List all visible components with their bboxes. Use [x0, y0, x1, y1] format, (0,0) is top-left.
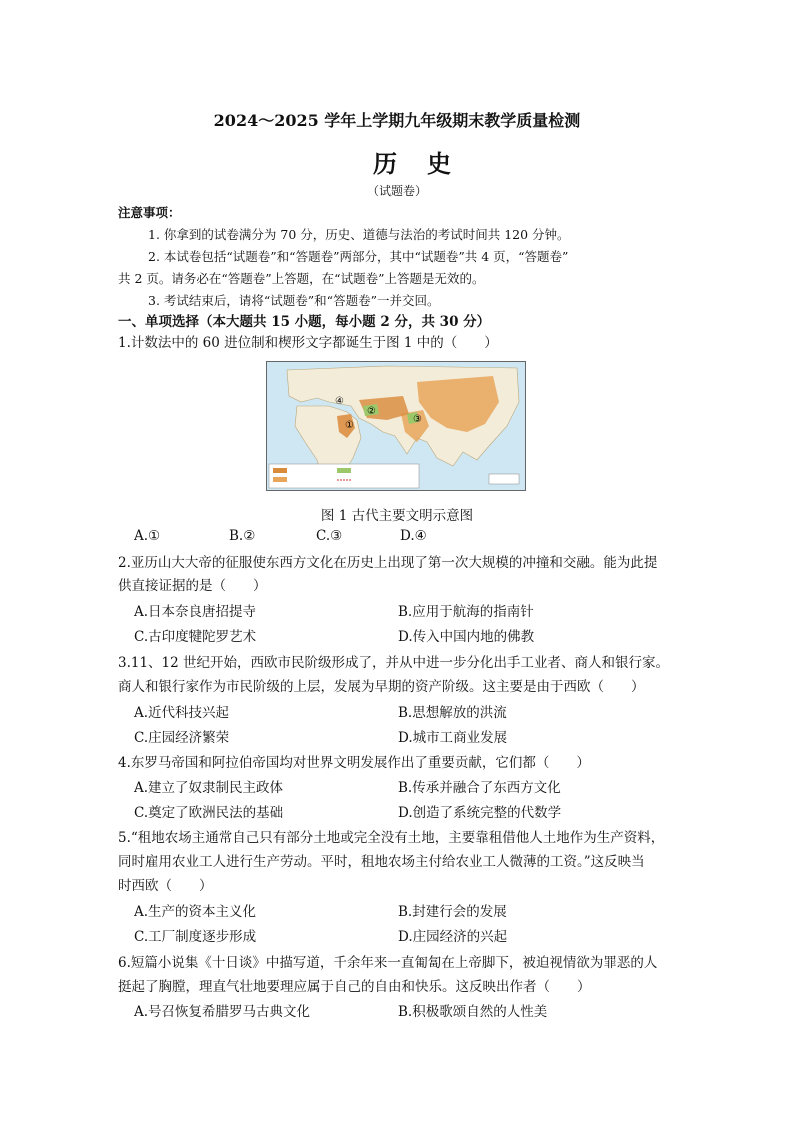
q6-option-b[interactable]: B.积极歌颂自然的人性美	[398, 1004, 548, 1020]
q1-option-d[interactable]: D.④	[400, 528, 427, 544]
notice-line-2: 2. 本试卷包括“试题卷”和“答题卷”两部分，其中“试题卷”共 4 页，“答题卷”	[148, 249, 569, 264]
notice-line-4: 3. 考试结束后，请将“试题卷”和“答题卷”一并交回。	[148, 293, 440, 308]
q6-option-a[interactable]: A.号召恢复希腊罗马古典文化	[134, 1004, 311, 1020]
exam-title: 2024～2025 学年上学期九年级期末教学质量检测	[213, 111, 581, 130]
question-5-stem-1: 5.“租地农场主通常自己只有部分土地或完全没有土地，主要靠租借他人土地作为生产资料，	[118, 830, 665, 846]
q4-option-a[interactable]: A.建立了奴隶制民主政体	[134, 780, 284, 796]
question-2-stem-1: 2.亚历山大大帝的征服使东西方文化在历史上出现了第一次大规模的冲撞和交融。能为此提	[118, 555, 658, 571]
notice-line-3: 共 2 页。请务必在“答题卷”上答题，在“试题卷”上答题是无效的。	[118, 271, 485, 286]
paper-type: （试题卷）	[366, 184, 427, 198]
civilization-map	[266, 361, 526, 491]
q4-option-b[interactable]: B.传承并融合了东西方文化	[398, 780, 561, 796]
question-2-stem-2: 供直接证据的是（ ）	[118, 578, 267, 594]
q3-option-b[interactable]: B.思想解放的洪流	[398, 705, 507, 721]
question-3-stem-2: 商人和银行家作为市民阶级的上层，发展为早期的资产阶级。这主要是由于西欧（ ）	[118, 679, 645, 695]
q3-option-c[interactable]: C.庄园经济繁荣	[134, 730, 230, 746]
map-marker-4: ④	[335, 396, 344, 407]
question-1-stem: 1.计数法中的 60 进位制和楔形文字都诞生于图 1 中的（ ）	[118, 335, 498, 351]
subject-title: 历史	[373, 149, 481, 178]
question-6-stem-1: 6.短篇小说集《十日谈》中描写道，千余年来一直匍匐在上帝脚下，被迫视情欲为罪恶的人	[118, 955, 658, 971]
q2-option-a[interactable]: A.日本奈良唐招提寺	[134, 604, 257, 620]
map-legend-swatch-1	[273, 468, 287, 473]
q1-option-c[interactable]: C.③	[316, 528, 343, 544]
map-marker-3: ③	[413, 414, 422, 425]
map-legend	[269, 464, 419, 488]
q4-option-d[interactable]: D.创造了系统完整的代数学	[398, 805, 562, 821]
question-3-stem-1: 3.11、12 世纪开始，西欧市民阶级形成了，并从中进一步分化出手工业者、商人和银行家。	[118, 655, 670, 671]
map-marker-1: ①	[345, 420, 354, 431]
q2-option-c[interactable]: C.古印度犍陀罗艺术	[134, 629, 257, 645]
q5-option-d[interactable]: D.庄园经济的兴起	[398, 929, 508, 945]
map-legend-swatch-2	[273, 477, 287, 482]
notice-heading: 注意事项：	[118, 205, 181, 220]
q3-option-a[interactable]: A.近代科技兴起	[134, 705, 230, 721]
q2-option-b[interactable]: B.应用于航海的指南针	[398, 604, 534, 620]
q1-option-b[interactable]: B.②	[229, 528, 256, 544]
question-6-stem-2: 挺起了胸膛，理直气壮地要理应属于自己的自由和快乐。这反映出作者（ ）	[118, 979, 591, 995]
map-marker-2: ②	[367, 406, 376, 417]
section-heading: 一、单项选择（本大题共 15 小题，每小题 2 分，共 30 分）	[118, 314, 491, 330]
map-graphic	[267, 362, 525, 490]
q3-option-d[interactable]: D.城市工商业发展	[398, 730, 508, 746]
q5-option-c[interactable]: C.工厂制度逐步形成	[134, 929, 257, 945]
q1-option-a[interactable]: A.①	[134, 528, 161, 544]
question-4-stem: 4.东罗马帝国和阿拉伯帝国均对世界文明发展作出了重要贡献，它们都（ ）	[118, 755, 590, 771]
question-5-stem-3: 时西欧（ ）	[118, 878, 213, 894]
q5-option-a[interactable]: A.生产的资本主义化	[134, 904, 257, 920]
q4-option-c[interactable]: C.奠定了欧洲民法的基础	[134, 805, 284, 821]
figure-caption: 图 1 古代主要文明示意图	[320, 508, 474, 524]
q2-option-d[interactable]: D.传入中国内地的佛教	[398, 629, 535, 645]
map-scale	[489, 474, 519, 484]
notice-line-1: 1. 你拿到的试卷满分为 70 分，历史、道德与法治的考试时间共 120 分钟。	[148, 227, 570, 242]
q5-option-b[interactable]: B.封建行会的发展	[398, 904, 507, 920]
map-legend-swatch-3	[337, 468, 351, 473]
question-5-stem-2: 同时雇用农业工人进行生产劳动。平时，租地农场主付给农业工人微薄的工资。”这反映当	[118, 854, 645, 870]
